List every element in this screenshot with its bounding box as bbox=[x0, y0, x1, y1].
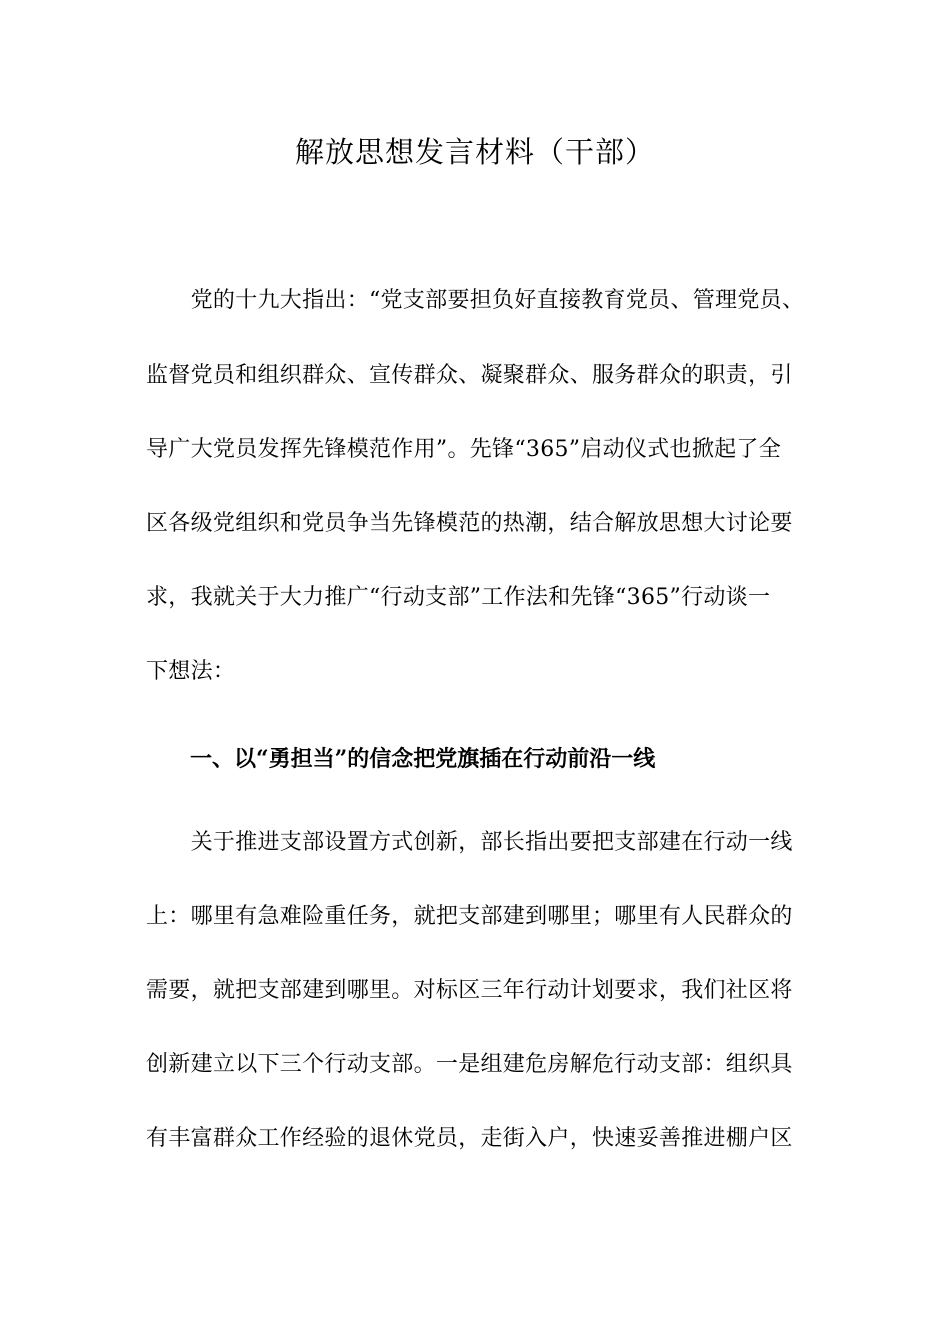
paragraph-2-line: 关于推进支部设置方式创新，部长指出要把支部建在行动一线 bbox=[146, 830, 793, 855]
paragraph-1-line: 区各级党组织和党员争当先锋模范的热潮，结合解放思想大讨论要 bbox=[146, 511, 793, 536]
paragraph-1-line: 下想法： bbox=[146, 659, 236, 684]
paragraph-2-line: 创新建立以下三个行动支部。一是组建危房解危行动支部：组织具 bbox=[146, 1052, 793, 1077]
document-title: 解放思想发言材料（干部） bbox=[294, 135, 655, 169]
paragraph-2-line: 有丰富群众工作经验的退休党员，走街入户，快速妥善推进棚户区 bbox=[146, 1126, 793, 1151]
section-heading-1: 一、以“勇担当”的信念把党旗插在行动前沿一线 bbox=[190, 746, 656, 772]
paragraph-2-line: 需要，就把支部建到哪里。对标区三年行动计划要求，我们社区将 bbox=[146, 978, 793, 1003]
paragraph-1-line: 求，我就关于大力推广“行动支部”工作法和先锋“365”行动谈一 bbox=[146, 585, 771, 610]
paragraph-1-line: 党的十九大指出：“党支部要担负好直接教育党员、管理党员、 bbox=[146, 288, 805, 313]
paragraph-1-line: 导广大党员发挥先锋模范作用”。先锋“365”启动仪式也掀起了全 bbox=[146, 437, 782, 462]
paragraph-1-line: 监督党员和组织群众、宣传群众、凝聚群众、服务群众的职责，引 bbox=[146, 363, 793, 388]
paragraph-2-line: 上：哪里有急难险重任务，就把支部建到哪里；哪里有人民群众的 bbox=[146, 904, 793, 929]
